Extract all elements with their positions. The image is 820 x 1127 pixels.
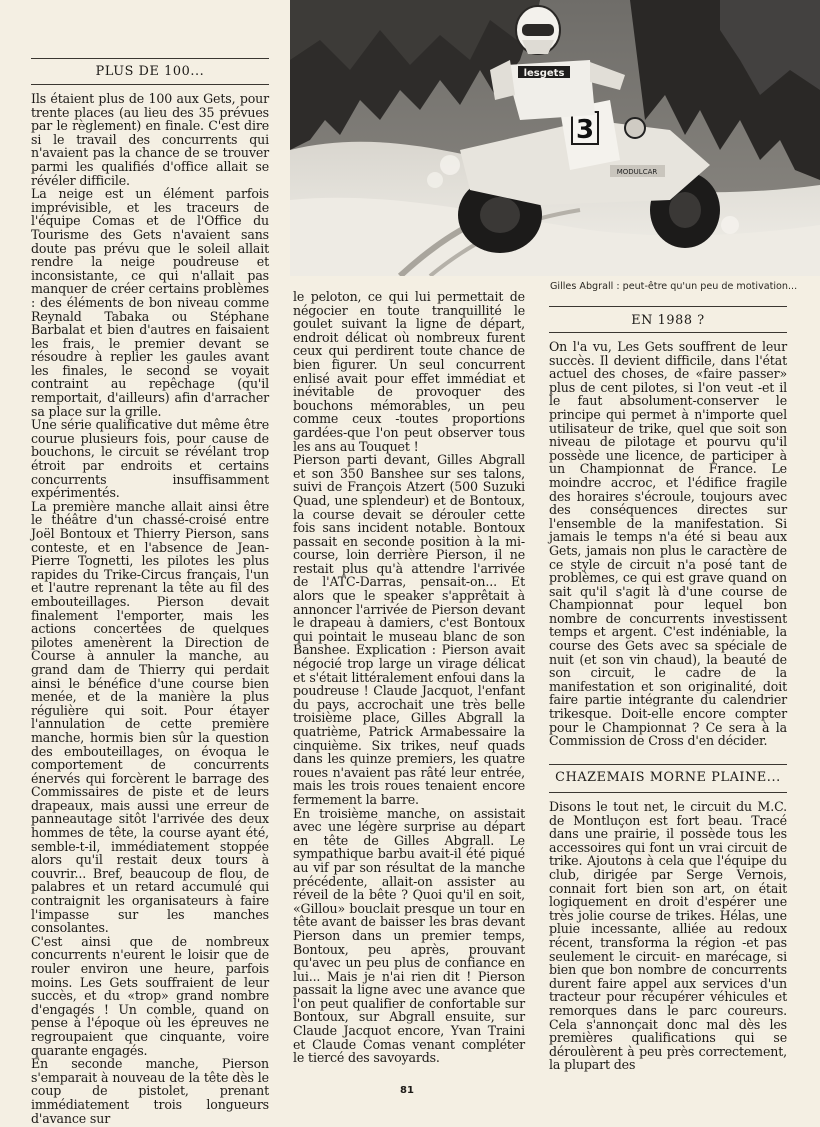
paragraph: Une série qualificative dut même être courue plusieurs fois, pour cause de bouchons, le circuit se révélant trop étroit par endroits et certains concurrents insuffisamment expérimentés. bbox=[31, 417, 269, 501]
heading-rule-top bbox=[549, 306, 787, 307]
paragraph: le peloton, ce qui lui permettait de négocier en toute tranquillité le goulet suivant la ligne de départ, endroit délicat où nombreux furent ceux qui perdirent toute chance de bien figurer. Un seul concurrent enlisé avait pour effet immédiat et inévitable de provoquer des bouchons mémorables, un peu comme ceux -toutes proportions gardées-que l'on peut observer tous les ans au Touquet ! bbox=[293, 289, 525, 454]
paragraph: Disons le tout net, le circuit du M.C. de Montluçon est fort beau. Tracé dans une prairie, il possède tous les accessoires qui font un vrai circuit de trike. Ajoutons à cela que l'équipe du club, dirigée par Serge Vernois, connait fort bien son art, on était logiquement en droit d'espérer une très jolie course de trikes. Hélas, une pluie incessante, alliée au redoux récent, transforma la région -et pas seulement le circuit- en marécage, si bien que bon nombre de concurrents durent faire appel aux services d'un tracteur pour récupérer véhicules et remorques dans le parc coureurs. Cela s'annonçait donc mal dès les premières qualifications qui se déroulèrent à peu près correctement, la plupart des bbox=[549, 799, 787, 1073]
heading-rule-bottom bbox=[549, 332, 787, 333]
heading-rule-top bbox=[549, 764, 787, 765]
page-number: 81 bbox=[400, 1085, 414, 1096]
article-column-3-lower bbox=[549, 800, 787, 1072]
section-title-en-1988: EN 1988 ? bbox=[631, 313, 705, 328]
paragraph: En troisième manche, on assistait avec une légère surprise au départ en tête de Gilles Abgrall. Le sympathique barbu avait-il été piqué au vif par son résultat de la manche précédente, allait-on assister au réveil de la bête ? Quoi qu'il en soit, «Gillou» bouclait presque un tour en tête avant de baisser les bras devant Pierson dans un premier temps, Bontoux, peu après, prouvant qu'avec un peu plus de confiance en lui... Mais je n'ai rien dit ! Pierson passait la ligne avec une avance que l'on peut qualifier de confortable sur Bontoux, sur Abgrall ensuite, sur Claude Jacquot encore, Yvan Traini et Claude Comas venant compléter le tiercé des savoyards. bbox=[293, 805, 525, 1066]
vehicle-label: MODULCAR bbox=[616, 168, 658, 176]
sponsor-logo: lesgets bbox=[523, 68, 565, 79]
heading-rule-bottom bbox=[549, 792, 787, 793]
paragraph: Pierson parti devant, Gilles Abgrall et son 350 Banshee sur ses talons, suivi de François Atzert (500 Suzuki Quad, une splendeur) et de Bontoux, la course devait se dérouler cette fois sans incident notable. Bontoux passait en seconde position à la mi-course, loin derrière Pierson, il ne restait plus qu'à attendre l'arrivée de l'ATC-Darras, pensait-on... Et alors que le speaker s'apprêtait à annoncer l'arrivée de Pierson devant le drapeau à damiers, c'est Bontoux qui pointait le museau blanc de son Banshee. Explication : Pierson avait négocié trop large un virage délicat et s'était littéralement enfoui dans la poudreuse ! Claude Jacquot, l'enfant du pays, accrochait une très belle troisième place, Gilles Abgrall la quatrième, Patrick Armabessaire la cinquième. Six trikes, neuf quads dans les quinze premiers, les quatre roues n'avaient pas râté leur entrée, mais les trois roues tenaient encore fermement la barre. bbox=[293, 452, 525, 807]
section-title-plus-de-100: PLUS DE 100... bbox=[95, 64, 205, 79]
article-column-1 bbox=[31, 92, 269, 1125]
heading-rule-top bbox=[31, 58, 269, 59]
paragraph: En seconde manche, Pierson s'emparait à nouveau de la tête dès le coup de pistolet, prenant immédiatement trois longueurs d'avance sur bbox=[31, 1056, 269, 1126]
paragraph: C'est ainsi que de nombreux concurrents n'eurent le loisir que de rouler environ une heure, parfois moins. Les Gets souffraient de leur succès, et du «trop» grand nombre d'engagés ! Un comble, quand on pense à l'époque où les épreuves ne regroupaient que cinquante, voire quarante engagés. bbox=[31, 933, 269, 1058]
paragraph: On l'a vu, Les Gets souffrent de leur succès. Il devient difficile, dans l'état actuel des choses, de «faire passer» plus de cent pilotes, si l'on veut -et il le faut absolument-conserver le principe qui permet à n'importe quel utilisateur de trike, quel que soit son niveau de pilotage et pourvu qu'il possède une licence, de participer à un Championnat de France. Le moindre accroc, et l'édifice fragile des horaires s'écroule, toujours avec des conséquences directes sur l'ensemble de la manifestation. Si jamais le temps n'a été si beau aux Gets, jamais non plus le caractère de ce style de circuit n'a posé tant de problèmes, ce qui est grave quand on sait qu'il s'agit là d'une course de Championnat pour lequel bon nombre de concurrents investissent temps et argent. C'est indéniable, la course des Gets avec sa spéciale de nuit (et son vin chaud), la beauté de son circuit, le cadre de la manifestation et son originalité, doit faire partie intégrante du calendrier trikesque. Doit-elle encore compter pour le Championnat ? Ce sera à la Commission de Cross d'en décider. bbox=[549, 339, 787, 749]
article-column-2 bbox=[293, 290, 525, 1065]
atv-rider-photo bbox=[290, 0, 820, 276]
section-title-chazemais: CHAZEMAIS MORNE PLAINE... bbox=[555, 770, 781, 785]
race-photo bbox=[290, 0, 820, 276]
bib-number: 3 bbox=[575, 115, 595, 145]
paragraph: La neige est un élément parfois imprévisible, et les traceurs de l'équipe Comas et de l'Office du Tourisme des Gets n'avaient sans doute pas prévu que le soleil allait rendre la neige poudreuse et inconsistante, ce qui n'allait pas manquer de créer certains problèmes : des éléments de bon niveau comme Reynald Tabaka ou Stéphane Barbalat et bien d'autres en faisaient les frais, le premier devant se résoudre à replier les gaules avant les finales, le second se voyait contraint au repêchage (qu'il remportait, d'ailleurs) afin d'arracher sa place sur la grille. bbox=[31, 186, 269, 419]
heading-rule-bottom bbox=[31, 84, 269, 85]
paragraph: La première manche allait ainsi être le théâtre d'un chassé-croisé entre Joël Bontoux et Thierry Pierson, sans conteste, et en l'absence de Jean-Pierre Tognetti, les pilotes les plus rapides du Trike-Circus français, l'un et l'autre reprenant la tête au fil des embouteillages. Pierson devait finalement l'emporter, mais les actions concertées de quelques pilotes amenèrent la Direction de Course à annuler la manche, au grand dam de Thierry qui perdait ainsi le bénéfice d'une course bien menée, et de la manière la plus régulière qui soit. Pour étayer l'annulation de cette première manche, hormis bien sûr la question des embouteillages, on évoqua le comportement de concurrents énervés qui forcèrent le barrage des Commissaires de piste et de leurs drapeaux, mais aussi une erreur de panneautage sitôt l'arrivée des deux hommes de tête, la course ayant été, semble-t-il, immédiatement stoppée alors qu'il restait deux tours à couvrir... Bref, beaucoup de flou, de palabres et un retard accumulé qui contraignit les organisateurs à faire l'impasse sur les manches consolantes. bbox=[31, 498, 269, 936]
paragraph: Ils étaient plus de 100 aux Gets, pour trente places (au lieu des 35 prévues par le règlement) en finale. C'est dire si le travail des concurrents qui n'avaient pas la chance de se trouver parmi les qualifiés d'office allait se révéler difficile. bbox=[31, 91, 269, 188]
photo-caption: Gilles Abgrall : peut-être qu'un peu de motivation... bbox=[550, 281, 798, 292]
article-column-3 bbox=[549, 340, 787, 748]
